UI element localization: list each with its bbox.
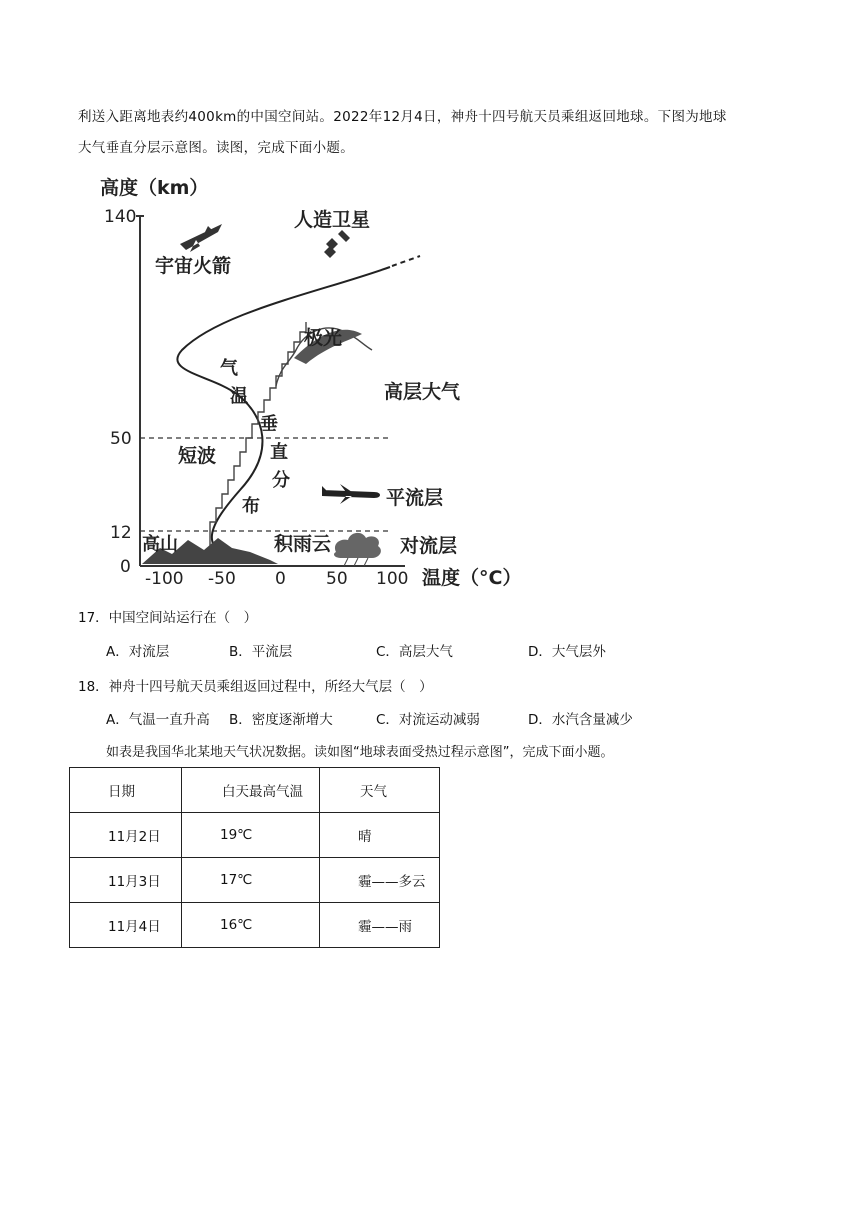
table-cell-temp: 17℃	[182, 858, 320, 903]
table-header-weather: 天气	[320, 768, 440, 813]
question-17-option-c: C．高层大气	[376, 644, 453, 660]
curve-label-char-4: 直	[270, 442, 288, 463]
curve-label-char-3: 垂	[260, 414, 278, 435]
table-cell-date: 11月4日	[70, 903, 182, 948]
rocket-icon	[180, 224, 222, 252]
table-header-date: 日期	[70, 768, 182, 813]
label-aurora: 极光	[304, 327, 343, 349]
question-17-option-a: A．对流层	[106, 644, 170, 660]
x-tick-neg50: -50	[208, 569, 236, 589]
question-18-option-b: B．密度逐渐增大	[229, 712, 333, 728]
x-axis-title: 温度（°C）	[422, 567, 522, 589]
atmosphere-layers-figure	[100, 172, 540, 594]
question-18-option-d: D．水汽含量减少	[528, 712, 633, 728]
intro-paragraph	[78, 102, 788, 164]
label-cumulonimbus: 积雨云	[274, 533, 332, 555]
x-tick-neg100: -100	[145, 569, 184, 589]
x-tick-0: 0	[275, 569, 286, 589]
table-cell-temp: 19℃	[182, 813, 320, 858]
y-tick-0: 0	[120, 557, 131, 577]
curve-label-char-6: 布	[242, 496, 260, 517]
table-cell-weather: 霾——雨	[320, 903, 440, 948]
curve-label-char-5: 分	[272, 470, 290, 491]
weather-table	[69, 767, 440, 948]
curve-label-char-2: 温	[230, 386, 248, 407]
label-satellite: 人造卫星	[294, 209, 371, 231]
y-tick-12: 12	[110, 523, 132, 543]
table-header-row	[70, 768, 440, 813]
question-18-option-c: C．对流运动减弱	[376, 712, 480, 728]
table-header-max-temp: 白天最高气温	[182, 768, 320, 813]
table-row	[70, 858, 440, 903]
question-18-option-a: A．气温一直升高	[106, 712, 210, 728]
intro-line-2: 大气垂直分层示意图。读图，完成下面小题。	[78, 140, 354, 156]
table-row	[70, 903, 440, 948]
question-18-stem: 18．神舟十四号航天员乘组返回过程中，所经大气层（ ）	[78, 679, 433, 695]
table-cell-weather: 霾——多云	[320, 858, 440, 903]
table-intro-paragraph: 如表是我国华北某地天气状况数据。读如图“地球表面受热过程示意图”，完成下面小题。	[106, 745, 614, 760]
x-tick-100: 100	[376, 569, 409, 589]
table-cell-temp: 16℃	[182, 903, 320, 948]
y-tick-50: 50	[110, 429, 132, 449]
intro-line-1: 利送入距离地表约400km的中国空间站。2022年12月4日，神舟十四号航天员乘组返回地球。下图为地球	[78, 109, 727, 125]
airplane-icon	[322, 484, 380, 504]
table-cell-weather: 晴	[320, 813, 440, 858]
table-cell-date: 11月3日	[70, 858, 182, 903]
question-17-option-b: B．平流层	[229, 644, 293, 660]
y-axis-title: 高度（km）	[100, 177, 209, 199]
question-17-stem: 17．中国空间站运行在（ ）	[78, 610, 258, 626]
label-rocket: 宇宙火箭	[155, 255, 232, 277]
temperature-curve	[177, 267, 390, 560]
satellite-icon	[324, 230, 350, 258]
label-stratosphere: 平流层	[386, 487, 444, 509]
table-row	[70, 813, 440, 858]
table-cell-date: 11月2日	[70, 813, 182, 858]
label-troposphere: 对流层	[400, 535, 458, 557]
y-tick-140: 140	[104, 207, 137, 227]
curve-label-char-1: 气	[220, 358, 238, 379]
atmosphere-diagram	[100, 172, 540, 594]
label-upper-atmosphere: 高层大气	[384, 381, 461, 403]
label-mountain: 高山	[142, 534, 178, 555]
cumulonimbus-icon	[334, 533, 381, 558]
x-tick-50: 50	[326, 569, 348, 589]
question-17-option-d: D．大气层外	[528, 644, 606, 660]
label-shortwave: 短波	[178, 445, 217, 467]
